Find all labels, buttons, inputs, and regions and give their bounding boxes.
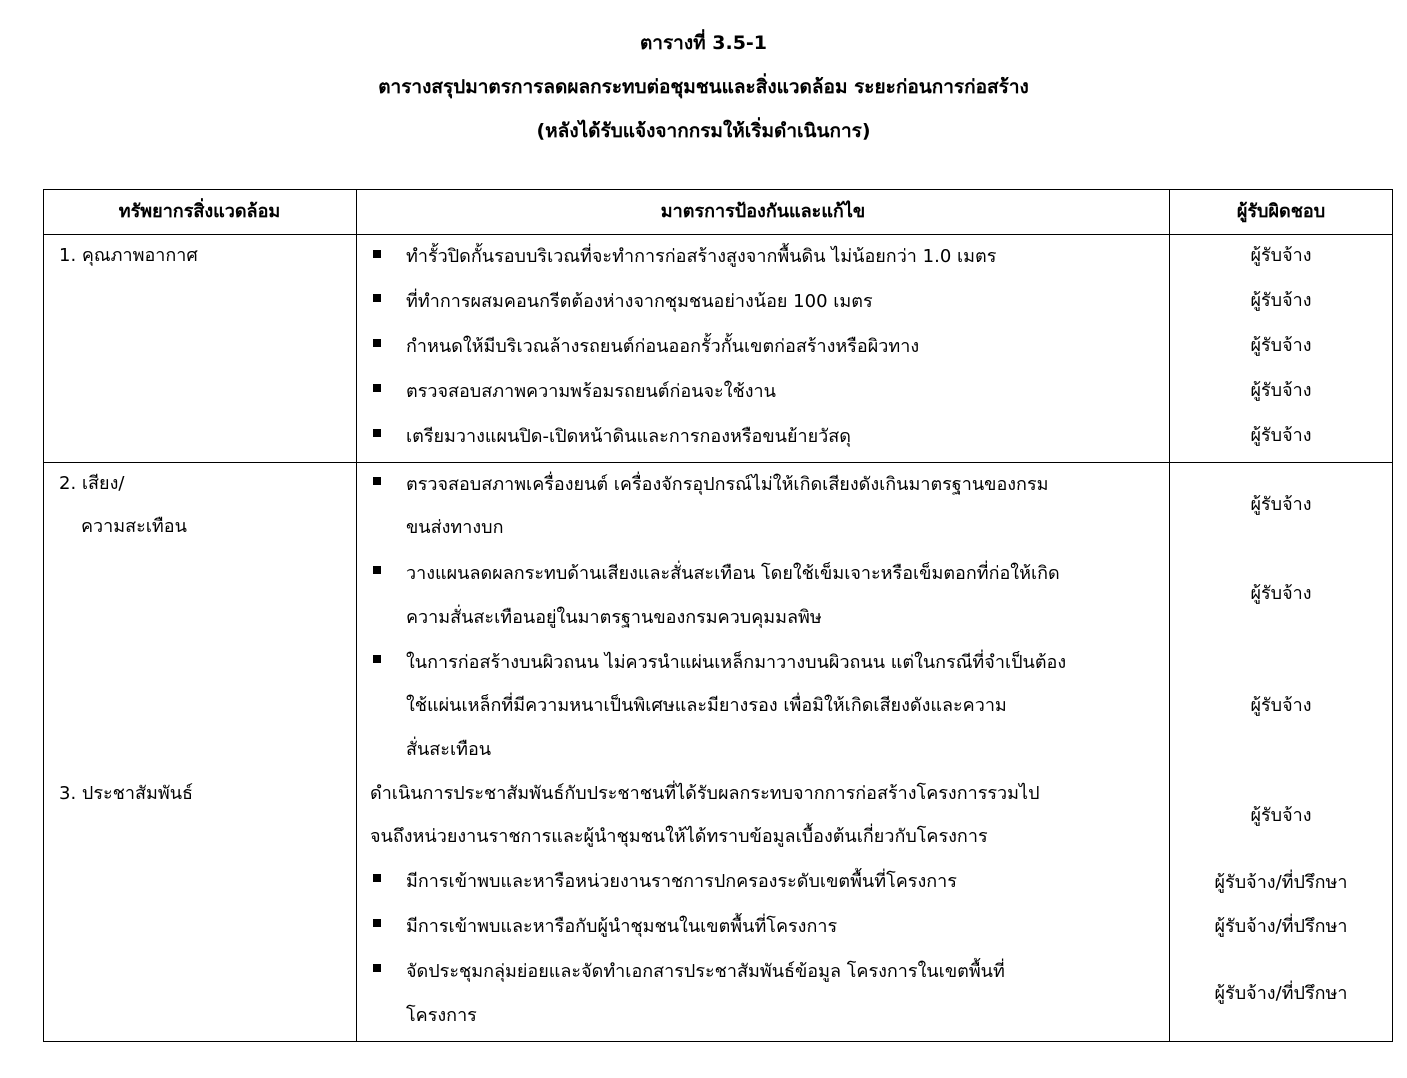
table-number: ตารางที่ 3.5-1 bbox=[639, 32, 768, 54]
responsible-cell: ผู้รับจ้าง bbox=[1250, 245, 1312, 266]
responsible-cell: ผู้รับจ้าง bbox=[1250, 695, 1312, 716]
bullet-icon bbox=[373, 655, 381, 663]
column-divider bbox=[356, 189, 357, 1042]
table-subtitle: (หลังได้รับแจ้งจากกรมให้เริ่มดำเนินการ) bbox=[536, 120, 871, 142]
responsible-cell: ผู้รับจ้าง bbox=[1250, 290, 1312, 311]
measure-text: ที่ทำการผสมคอนกรีตต้องห่างจากชุมชนอย่างน้อย 100 เมตร bbox=[406, 291, 873, 312]
bullet-icon bbox=[373, 964, 381, 972]
measure-text: มีการเข้าพบและหารือหน่วยงานราชการปกครองระดับเขตพื้นที่โครงการ bbox=[406, 871, 957, 892]
resource-public-relations: 3. ประชาสัมพันธ์ bbox=[59, 783, 193, 804]
bullet-icon bbox=[373, 919, 381, 927]
row-divider bbox=[43, 462, 1393, 463]
measure-text: โครงการ bbox=[406, 1005, 477, 1026]
bullet-icon bbox=[373, 250, 381, 258]
responsible-cell: ผู้รับจ้าง bbox=[1250, 583, 1312, 604]
bullet-icon bbox=[373, 294, 381, 302]
measure-text: ตรวจสอบสภาพความพร้อมรถยนต์ก่อนจะใช้งาน bbox=[406, 381, 776, 402]
measure-intro-text: จนถึงหน่วยงานราชการและผู้นำชุมชนให้ได้ทราบข้อมูลเบื้องต้นเกี่ยวกับโครงการ bbox=[370, 826, 988, 847]
bullet-icon bbox=[373, 339, 381, 347]
measure-text: สั่นสะเทือน bbox=[406, 739, 492, 760]
responsible-cell: ผู้รับจ้าง/ที่ปรึกษา bbox=[1214, 916, 1348, 937]
measure-text: ใช้แผ่นเหล็กที่มีความหนาเป็นพิเศษและมียางรอง เพื่อมิให้เกิดเสียงดังและความ bbox=[406, 695, 1007, 716]
measure-text: ในการก่อสร้างบนผิวถนน ไม่ควรนำแผ่นเหล็กมาวางบนผิวถนน แต่ในกรณีที่จำเป็นต้อง bbox=[406, 652, 1067, 673]
responsible-cell: ผู้รับจ้าง/ที่ปรึกษา bbox=[1214, 983, 1348, 1004]
responsible-cell: ผู้รับจ้าง bbox=[1250, 425, 1312, 446]
resource-noise-cont: ความสะเทือน bbox=[81, 516, 187, 537]
table-title: ตารางสรุปมาตรการลดผลกระทบต่อชุมชนและสิ่งแวดล้อม ระยะก่อนการก่อสร้าง bbox=[378, 76, 1029, 98]
bullet-icon bbox=[373, 429, 381, 437]
bullet-icon bbox=[373, 477, 381, 485]
header-divider bbox=[43, 234, 1393, 235]
responsible-cell: ผู้รับจ้าง bbox=[1250, 335, 1312, 356]
bullet-icon bbox=[373, 384, 381, 392]
measure-text: วางแผนลดผลกระทบด้านเสียงและสั่นสะเทือน โดยใช้เข็มเจาะหรือเข็มตอกที่ก่อให้เกิด bbox=[406, 563, 1060, 584]
measure-text: จัดประชุมกลุ่มย่อยและจัดทำเอกสารประชาสัมพันธ์ข้อมูล โครงการในเขตพื้นที่ bbox=[406, 961, 1005, 982]
measure-text: ทำรั้วปิดกั้นรอบบริเวณที่จะทำการก่อสร้างสูงจากพื้นดิน ไม่น้อยกว่า 1.0 เมตร bbox=[406, 246, 997, 267]
bullet-icon bbox=[373, 566, 381, 574]
measure-text: กำหนดให้มีบริเวณล้างรถยนต์ก่อนออกรั้วกั้นเขตก่อสร้างหรือผิวทาง bbox=[406, 336, 920, 357]
measure-text: เตรียมวางแผนปิด-เปิดหน้าดินและการกองหรือขนย้ายวัสดุ bbox=[406, 426, 851, 447]
measure-text: มีการเข้าพบและหารือกับผู้นำชุมชนในเขตพื้นที่โครงการ bbox=[406, 916, 838, 937]
responsible-cell: ผู้รับจ้าง bbox=[1250, 805, 1312, 826]
bullet-icon bbox=[373, 874, 381, 882]
responsible-cell: ผู้รับจ้าง bbox=[1250, 494, 1312, 515]
resource-noise: 2. เสียง/ bbox=[59, 473, 125, 494]
responsible-cell: ผู้รับจ้าง/ที่ปรึกษา bbox=[1214, 872, 1348, 893]
measure-intro-text: ดำเนินการประชาสัมพันธ์กับประชาชนที่ได้รับผลกระทบจากการก่อสร้างโครงการรวมไป bbox=[370, 783, 1040, 804]
measure-text: ความสั่นสะเทือนอยู่ในมาตรฐานของกรมควบคุมมลพิษ bbox=[406, 607, 822, 628]
resource-air-quality: 1. คุณภาพอากาศ bbox=[59, 245, 198, 266]
measure-text: ตรวจสอบสภาพเครื่องยนต์ เครื่องจักรอุปกรณ์ไม่ให้เกิดเสียงดังเกินมาตรฐานของกรม bbox=[406, 474, 1049, 495]
header-measures: มาตรการป้องกันและแก้ไข bbox=[660, 201, 866, 222]
measure-text: ขนส่งทางบก bbox=[406, 517, 504, 538]
header-responsible: ผู้รับผิดชอบ bbox=[1236, 201, 1326, 222]
header-resource: ทรัพยากรสิ่งแวดล้อม bbox=[118, 201, 281, 222]
responsible-cell: ผู้รับจ้าง bbox=[1250, 380, 1312, 401]
